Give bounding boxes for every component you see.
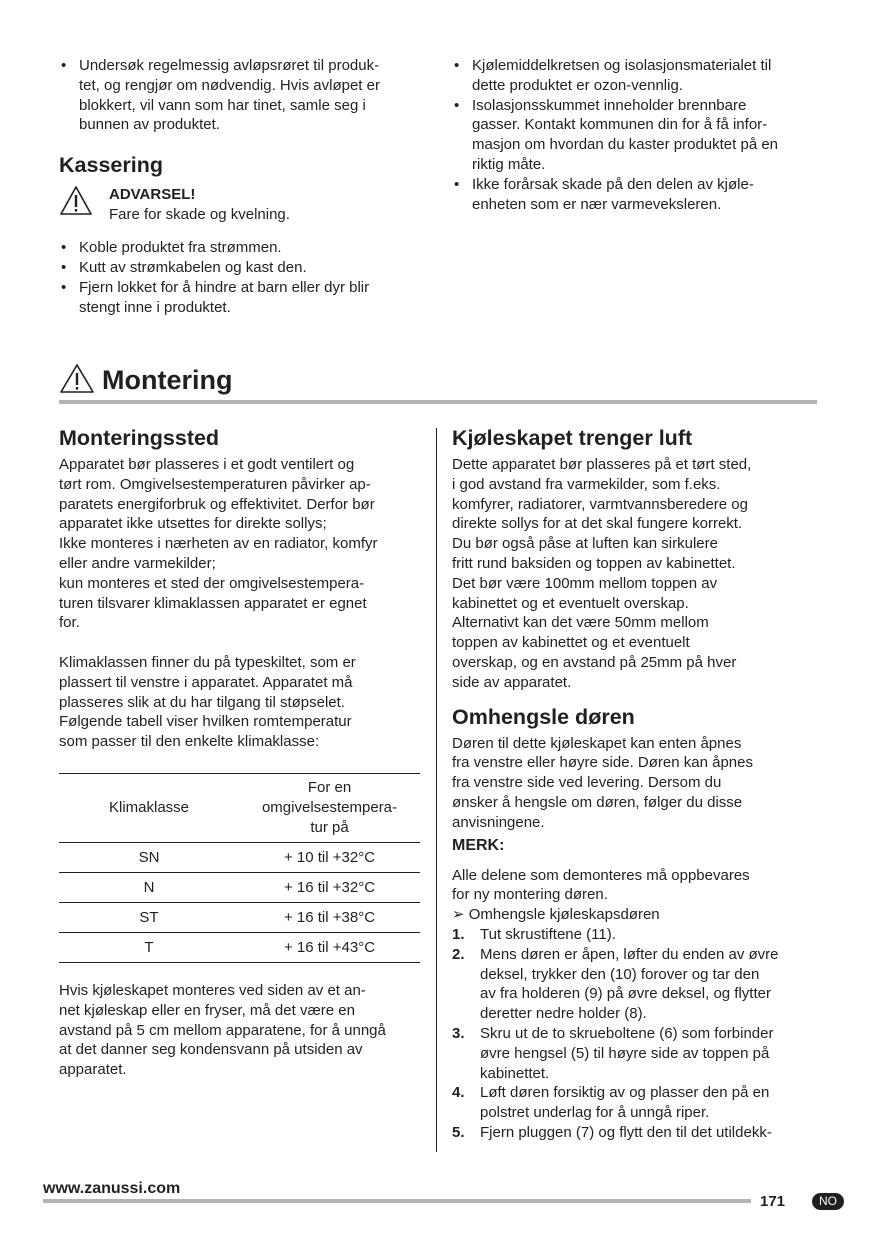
line: for.	[59, 614, 80, 632]
line: Skru ut de to skrueboltene (6) som forbinder	[480, 1024, 774, 1042]
list-item	[452, 1024, 832, 1083]
table-row	[59, 902, 420, 932]
list-item	[59, 278, 429, 318]
line: eller andre varmekilder;	[59, 554, 216, 572]
footer-website[interactable]: www.zanussi.com	[43, 1180, 181, 1197]
line: deksel, trykker den (10) forover og tar den	[480, 965, 760, 983]
step-number: 2.	[452, 945, 465, 963]
kassering-bullet-list	[59, 238, 429, 317]
column-header-klimaklasse: Klimaklasse	[59, 773, 239, 842]
right-column	[452, 425, 832, 1143]
climate-class-table	[59, 773, 420, 963]
line: ønsker å hengsle om døren, følger du disse	[452, 793, 743, 811]
cell-klasse: ST	[59, 902, 239, 932]
line: overskap, og en avstand på 25mm på hver	[452, 653, 737, 671]
list-item: • Koble produktet fra strømmen.	[59, 238, 429, 258]
warning-text: Fare for skade og kvelning.	[109, 206, 290, 224]
cell-temp: + 16 til +43°C	[239, 932, 420, 962]
step-number: 3.	[452, 1024, 465, 1042]
table-row	[59, 872, 420, 902]
line: anvisningene.	[452, 813, 545, 831]
line: stengt inne i produktet.	[79, 298, 231, 316]
line: turen tilsvarer klimaklassen apparatet er egnet	[59, 594, 367, 612]
page-number: 171	[760, 1193, 786, 1210]
spacing-paragraph	[59, 981, 429, 1080]
line: Fjern pluggen (7) og flytt den til det utildekk-	[480, 1123, 772, 1141]
arrow-item: ➢ Omhengsle kjøleskapsdøren	[452, 906, 660, 924]
line: net kjøleskap eller en fryser, må det være en	[59, 1001, 355, 1019]
column-divider	[436, 428, 437, 1152]
line: Alle delene som demonteres må oppbevares	[452, 866, 750, 884]
line: direkte sollys for at det skal fungere korrekt.	[452, 515, 743, 533]
warning-icon	[59, 363, 95, 395]
line: Ikke monteres i nærheten av en radiator, komfyr	[59, 535, 378, 553]
line: enheten som er nær varmeveksleren.	[472, 195, 722, 213]
note-paragraph	[452, 866, 832, 925]
line: polstret underlag for å unngå riper.	[480, 1104, 710, 1122]
line: for ny montering døren.	[452, 886, 608, 904]
cell-klasse: SN	[59, 842, 239, 872]
line: som passer til den enkelte klimaklasse:	[59, 733, 320, 751]
section-header	[59, 360, 817, 404]
list-item	[452, 945, 832, 1024]
line: deretter nedre holder (8).	[480, 1005, 647, 1023]
line: at det danner seg kondensvann på utsiden av	[59, 1041, 363, 1059]
maintenance-bullet-list	[59, 56, 429, 135]
line: Kjølemiddelkretsen og isolasjonsmaterialet til	[472, 57, 772, 74]
line: riktig måte.	[472, 155, 546, 173]
line: tørt rom. Omgivelsestemperaturen påvirker ap-	[59, 475, 371, 493]
luft-heading: Kjøleskapet trenger luft	[452, 426, 693, 450]
step-number: 5.	[452, 1123, 465, 1141]
omhengsle-heading: Omhengsle døren	[452, 704, 635, 729]
list-item	[452, 175, 832, 215]
line: Mens døren er åpen, løfter du enden av øvre	[480, 945, 779, 963]
line: øvre hengsel (5) til høyre side av toppen på	[480, 1044, 770, 1062]
line: Alternativt kan det være 50mm mellom	[452, 614, 709, 632]
line: Hvis kjøleskapet monteres ved siden av et an-	[59, 981, 366, 999]
line: side av apparatet.	[452, 673, 572, 691]
line: plassert til venstre i apparatet. Apparatet må	[59, 673, 353, 691]
line: av fra holderen (9) på øvre deksel, og flytter	[480, 985, 771, 1003]
line: kabinettet.	[480, 1064, 550, 1082]
list-item	[452, 56, 832, 96]
warning-icon	[59, 185, 93, 217]
list-item	[452, 1123, 832, 1143]
list-item	[59, 56, 429, 135]
line: Løft døren forsiktig av og plasser den på en	[480, 1084, 770, 1102]
monteringssted-heading: Monteringssted	[59, 426, 220, 450]
line: Døren til dette kjøleskapet kan enten åpnes	[452, 734, 742, 752]
line: i god avstand fra varmekilder, som f.eks.	[452, 475, 721, 493]
step-number: 4.	[452, 1084, 465, 1102]
klimaklasse-paragraph	[59, 653, 429, 752]
line: paratets energiforbruk og effektivitet. Derfor bør	[59, 495, 375, 513]
footer-rule	[43, 1199, 751, 1203]
line: Følgende tabell viser hvilken romtemperatur	[59, 713, 352, 731]
list-item	[452, 1083, 832, 1123]
line: fra venstre side ved levering. Dersom du	[452, 774, 722, 792]
line: tet, og rengjør om nødvendig. Hvis avløpet er	[79, 76, 380, 94]
left-column	[59, 425, 429, 1080]
line: avstand på 5 cm mellom apparatene, for å unngå	[59, 1021, 386, 1039]
line: apparatet.	[59, 1061, 127, 1079]
line: blokkert, vil vann som har tinet, samle seg i	[79, 96, 366, 114]
section-title: Montering	[102, 365, 233, 395]
line: For en	[307, 779, 352, 797]
list-item	[452, 96, 832, 175]
list-item: • Kutt av strømkabelen og kast den.	[59, 258, 429, 278]
line: omgivelsestempera-	[261, 799, 398, 817]
table-header-row	[59, 773, 420, 842]
line: dette produktet er ozon-vennlig.	[472, 76, 683, 94]
line: Dette apparatet bør plasseres på et tørt sted,	[452, 456, 752, 473]
cell-temp: + 10 til +32°C	[239, 842, 420, 872]
column-header-temperature	[239, 773, 420, 842]
warning-block	[59, 185, 429, 229]
line: Isolasjonsskummet inneholder brennbare	[472, 96, 747, 114]
top-left-column	[59, 56, 429, 317]
line: apparatet ikke utsettes for direkte sollys;	[59, 515, 327, 533]
list-item	[452, 925, 832, 945]
step-number: 1.	[452, 925, 465, 943]
line: Du bør også påse at luften kan sirkulere	[452, 535, 718, 553]
omhengsle-paragraph	[452, 734, 832, 833]
line: Klimaklassen finner du på typeskiltet, som er	[59, 653, 356, 671]
line: Undersøk regelmessig avløpsrøret til produk-	[79, 57, 380, 74]
line: fra venstre eller høyre side. Døren kan åpnes	[452, 754, 753, 772]
table-row	[59, 932, 420, 962]
cell-temp: + 16 til +32°C	[239, 872, 420, 902]
steps-list	[452, 925, 832, 1143]
line: Apparatet bør plasseres i et godt ventilert og	[59, 456, 355, 473]
cell-temp: + 16 til +38°C	[239, 902, 420, 932]
cell-klasse: N	[59, 872, 239, 902]
environment-bullet-list	[452, 56, 832, 214]
section-divider	[59, 400, 817, 404]
line: Det bør være 100mm mellom toppen av	[452, 574, 718, 592]
line: fritt rund baksiden og toppen av kabinettet.	[452, 554, 736, 572]
line: Ikke forårsak skade på den delen av kjøle-	[472, 175, 754, 193]
line: toppen av kabinettet og et eventuelt	[452, 634, 690, 652]
line: plasseres slik at du har tilgang til støpselet.	[59, 693, 345, 711]
line: Fjern lokket for å hindre at barn eller dyr blir	[79, 278, 370, 296]
line: komfyrer, radiatorer, varmtvannsberedere og	[452, 495, 748, 513]
warning-title: ADVARSEL!	[109, 186, 196, 204]
line: Tut skrustiftene (11).	[480, 925, 616, 943]
line: tur på	[310, 818, 349, 836]
language-badge: NO	[812, 1193, 844, 1210]
top-right-column	[452, 56, 832, 214]
note-label: MERK:	[452, 836, 505, 854]
line: gasser. Kontakt kommunen din for å få infor-	[472, 116, 768, 134]
kassering-heading: Kassering	[59, 153, 163, 178]
line: masjon om hvordan du kaster produktet på en	[472, 136, 779, 154]
line: kabinettet og et eventuelt overskap.	[452, 594, 689, 612]
monteringssted-paragraph	[59, 455, 429, 633]
cell-klasse: T	[59, 932, 239, 962]
luft-paragraph	[452, 455, 832, 693]
line: kun monteres et sted der omgivelsestempera-	[59, 574, 365, 592]
line: bunnen av produktet.	[79, 116, 220, 134]
table-row	[59, 842, 420, 872]
